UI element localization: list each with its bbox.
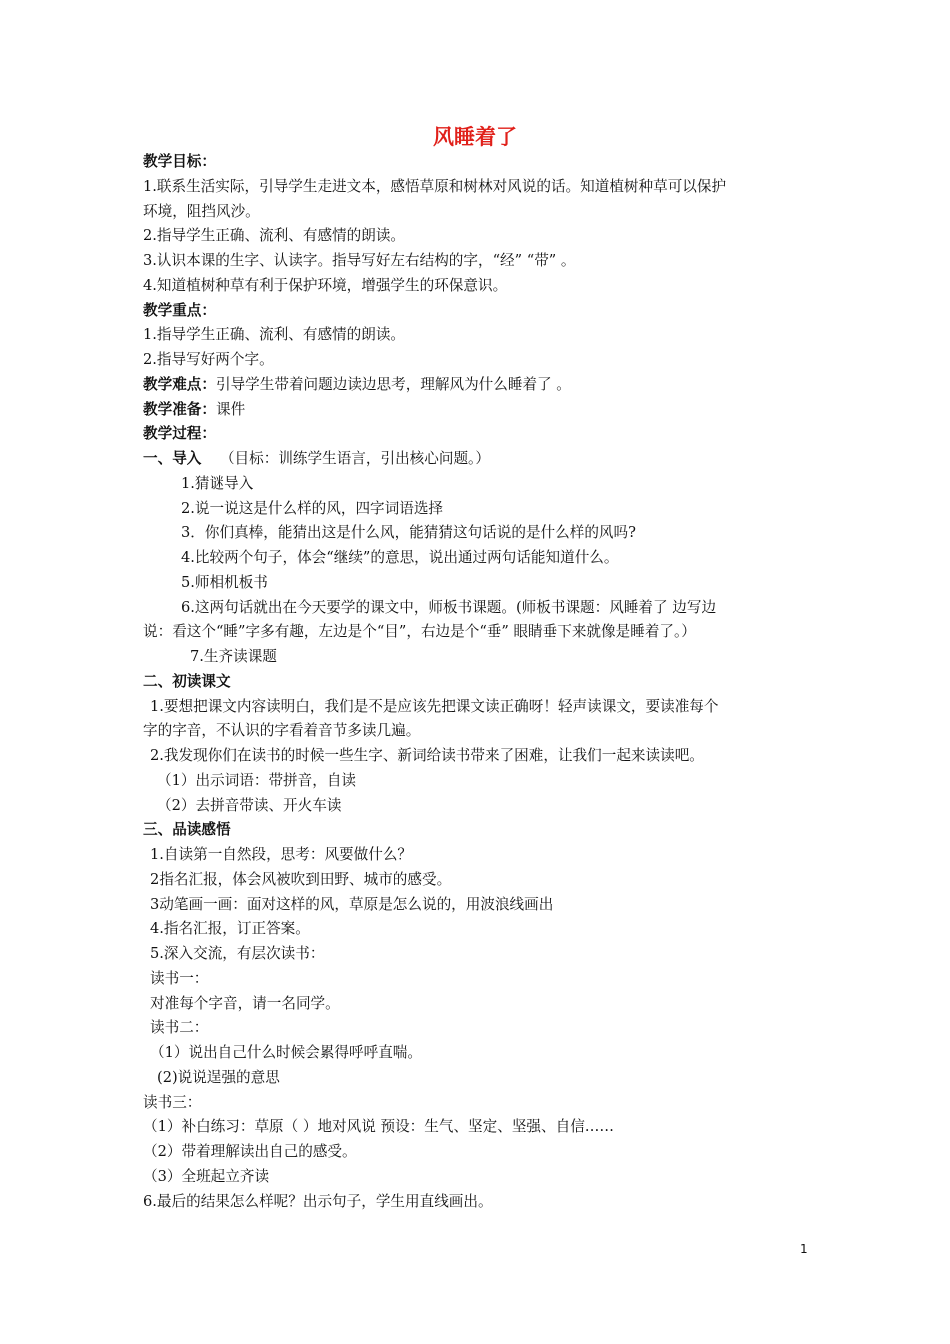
goal-line: 1.联系生活实际，引导学生走进文本，感悟草原和树林对风说的话。知道植树种草可以保护 bbox=[143, 177, 727, 195]
section2-item2: 2.我发现你们在读书的时候一些生字、新词给读书带来了困难，让我们一起来读读吧。 bbox=[150, 747, 704, 764]
preparation-label: 教学准备： bbox=[143, 400, 216, 418]
goal-line: 4.知道植树种草有利于保护环境，增强学生的环保意识。 bbox=[143, 276, 508, 294]
difficulty-line bbox=[143, 373, 815, 398]
section3-heading: 三、品读感悟 bbox=[143, 821, 231, 839]
key-points-heading: 教学重点： bbox=[143, 301, 216, 319]
goal-line: 2.指导学生正确、流利、有感情的朗读。 bbox=[143, 227, 406, 245]
document-body bbox=[143, 150, 815, 1214]
section3-item: 3动笔画一画：面对这样的风，草原是怎么说的，用波浪线画出 bbox=[150, 895, 554, 913]
document-title: 风睡着了 bbox=[433, 125, 517, 149]
process-heading: 教学过程： bbox=[143, 425, 216, 443]
read2-item: （1）说出自己什么时候会累得呼呼直喘。 bbox=[150, 1044, 422, 1061]
section1-heading: 一、导入 bbox=[143, 450, 202, 467]
read3-item: （2）带着理解读出自己的感受。 bbox=[143, 1143, 357, 1160]
read3-item: （1）补白练习：草原（ ）地对风说 预设：生气、坚定、坚强、自信…… bbox=[143, 1118, 614, 1136]
section2-sub-item: （2）去拼音带读、开火车读 bbox=[157, 796, 342, 814]
difficulty-label: 教学难点： bbox=[143, 375, 216, 393]
section1-item: 3．你们真棒，能猜出这是什么风，能猜猜这句话说的是什么样的风吗? bbox=[181, 524, 636, 542]
section2-item1-line1: 1.要想把课文内容读明白，我们是不是应该先把课文读正确呀！轻声读课文，要读准每个 bbox=[150, 697, 719, 715]
preparation-text: 课件 bbox=[215, 400, 246, 418]
section3-item: 4.指名汇报，订正答案。 bbox=[150, 920, 310, 938]
section1-note: （目标：训练学生语言，引出核心问题。） bbox=[219, 450, 490, 467]
section3-item: 2指名汇报，体会风被吹到田野、城市的感受。 bbox=[150, 870, 452, 888]
section1-item7: 7.生齐读课题 bbox=[190, 648, 277, 665]
key-point-line: 2.指导写好两个字。 bbox=[143, 351, 274, 368]
goals-heading: 教学目标： bbox=[143, 153, 216, 170]
section3-item6: 6.最后的结果怎么样呢？出示句子，学生用直线画出。 bbox=[143, 1192, 493, 1210]
read3-label: 读书三： bbox=[143, 1093, 202, 1111]
section2-item1-line2: 字的字音，不认识的字看着音节多读几遍。 bbox=[143, 722, 421, 740]
section2-sub-item: （1）出示词语：带拼音，自读 bbox=[157, 771, 357, 789]
read2-item: (2)说说逞强的意思 bbox=[157, 1068, 280, 1086]
read1-label: 读书一： bbox=[150, 969, 209, 987]
page-number: 1 bbox=[800, 1242, 808, 1256]
goal-line: 3.认识本课的生字、认读字。指导写好左右结构的字，“经” “带” 。 bbox=[143, 252, 576, 269]
difficulty-text: 引导学生带着问题边读边思考，理解风为什么睡着了 。 bbox=[215, 375, 571, 393]
goal-line: 环境，阻挡风沙。 bbox=[143, 202, 260, 220]
section1-item: 5.师相机板书 bbox=[181, 573, 268, 591]
section1-item6-line1: 6.这两句话就出在今天要学的课文中，师板书课题。(师板书课题：风睡着了 边写边 bbox=[181, 598, 717, 616]
section1-item: 4.比较两个句子，体会“继续”的意思，说出通过两句话能知道什么。 bbox=[181, 549, 619, 566]
key-point-line: 1.指导学生正确、流利、有感情的朗读。 bbox=[143, 326, 406, 344]
section1-item6-line2: 说：看这个“睡”字多有趣，左边是个“目”，右边是个“垂” 眼睛垂下来就像是睡着了。） bbox=[143, 623, 696, 641]
read2-label: 读书二： bbox=[150, 1019, 209, 1037]
section1-item: 2.说一说这是什么样的风，四字词语选择 bbox=[181, 499, 444, 517]
read1-text: 对准每个字音，请一名同学。 bbox=[150, 994, 340, 1012]
section1-heading-line bbox=[143, 447, 815, 472]
preparation-line bbox=[143, 398, 815, 423]
section3-item: 5.深入交流，有层次读书： bbox=[150, 945, 325, 962]
section1-item: 1.猜谜导入 bbox=[181, 474, 254, 492]
section3-item: 1.自读第一自然段，思考：风要做什么？ bbox=[150, 846, 413, 863]
section2-heading: 二、初读课文 bbox=[143, 672, 231, 690]
read3-item: （3）全班起立齐读 bbox=[143, 1167, 270, 1185]
